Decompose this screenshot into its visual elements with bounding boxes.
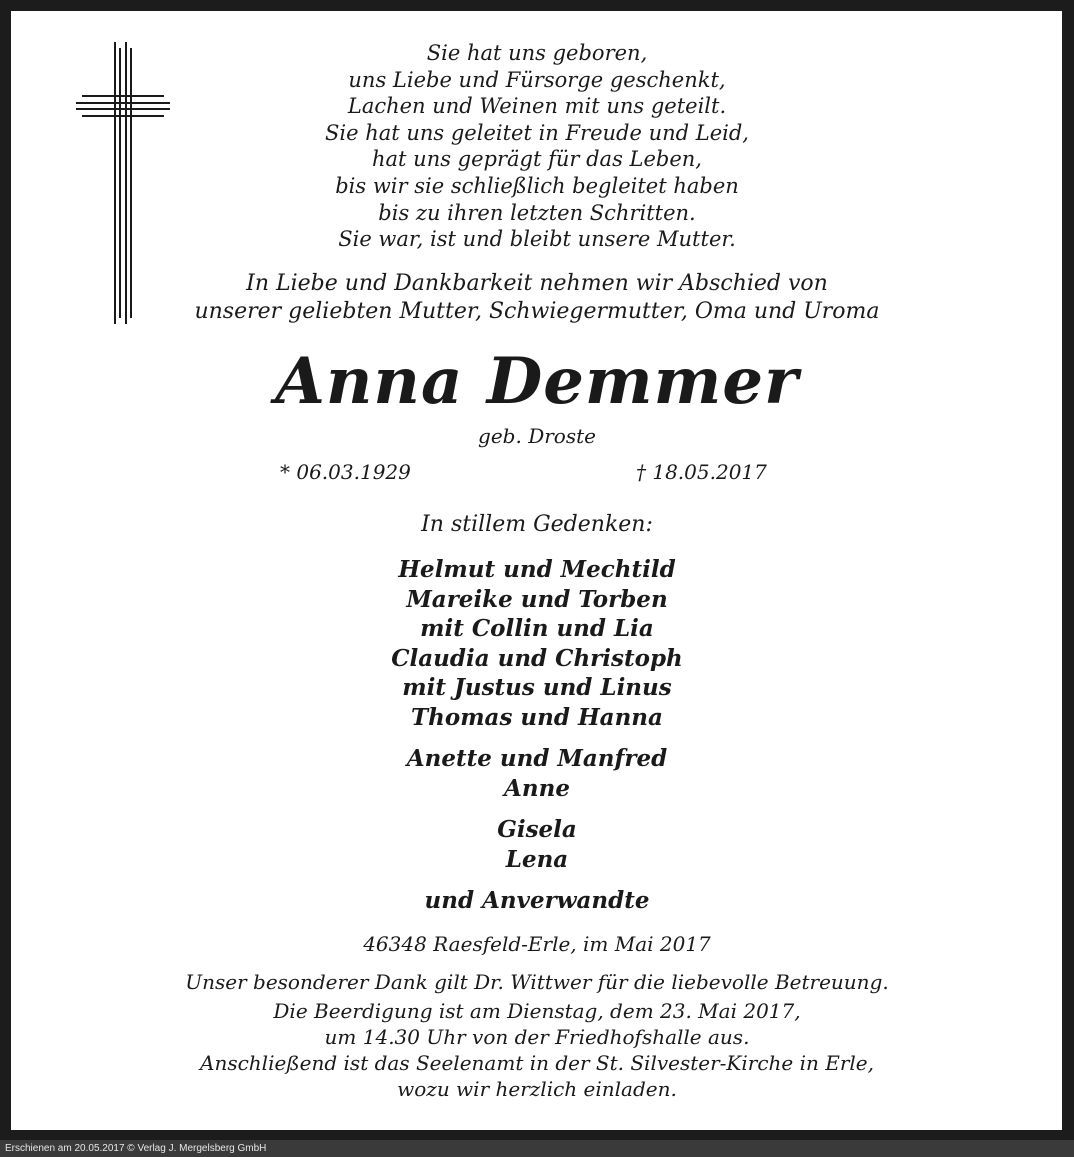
poem [0, 40, 1074, 253]
poem-line: hat uns geprägt für das Leben, [372, 147, 702, 172]
gedenken-heading: In stillem Gedenken: [421, 512, 653, 537]
funeral-line: Anschließend ist das Seelenamt in der St. Silvester-Kirche in Erle, [200, 1051, 874, 1075]
death-date: † 18.05.2017 [636, 460, 767, 484]
intro-line: In Liebe und Dankbarkeit nehmen wir Abschied von [246, 271, 828, 296]
funeral-info [0, 998, 1074, 1102]
family-group [0, 886, 1074, 916]
publication-footer: Erschienen am 20.05.2017 © Verlag J. Mergelsberg GmbH [0, 1140, 1074, 1157]
family-group [0, 744, 1074, 803]
funeral-line: wozu wir herzlich einladen. [397, 1077, 677, 1101]
family-member: Anne [504, 774, 570, 802]
family-member: Mareike und Torben [406, 585, 668, 613]
family-member: Gisela [497, 816, 577, 843]
poem-line: Sie hat uns geleitet in Freude und Leid, [325, 120, 749, 145]
family-group [0, 815, 1074, 874]
family-member: Lena [505, 845, 569, 873]
family-member: Claudia und Christoph [391, 644, 683, 672]
funeral-line: Die Beerdigung ist am Dienstag, dem 23. Mai 2017, [273, 999, 801, 1023]
poem-line: bis zu ihren letzten Schritten. [378, 200, 696, 225]
family-member: mit Justus und Linus [402, 674, 672, 702]
birth-name: geb. Droste [478, 424, 596, 448]
family-member: und Anverwandte [424, 887, 650, 914]
family-member: Anette und Manfred [406, 745, 668, 772]
poem-line: uns Liebe und Fürsorge geschenkt, [348, 67, 726, 92]
thanks-text: Unser besonderer Dank gilt Dr. Wittwer für die liebevolle Betreuung. [185, 970, 889, 994]
place-date: 46348 Raesfeld-Erle, im Mai 2017 [363, 932, 711, 956]
poem-line: Lachen und Weinen mit uns geteilt. [347, 94, 727, 119]
deceased-name: Anna Demmer [275, 344, 799, 419]
poem-line: bis wir sie schließlich begleitet haben [335, 173, 739, 198]
intro-line: unserer geliebten Mutter, Schwiegermutter, Oma und Uroma [194, 299, 880, 324]
family-member: mit Collin und Lia [420, 615, 654, 643]
poem-line: Sie war, ist und bleibt unsere Mutter. [338, 227, 736, 252]
family-group [0, 555, 1074, 733]
family-member: Thomas und Hanna [411, 703, 663, 731]
poem-line: Sie hat uns geboren, [426, 41, 648, 65]
birth-date: * 06.03.1929 [280, 460, 411, 484]
funeral-line: um 14.30 Uhr von der Friedhofshalle aus. [324, 1025, 750, 1049]
family-member: Helmut und Mechtild [398, 556, 676, 583]
intro-text [0, 270, 1074, 326]
